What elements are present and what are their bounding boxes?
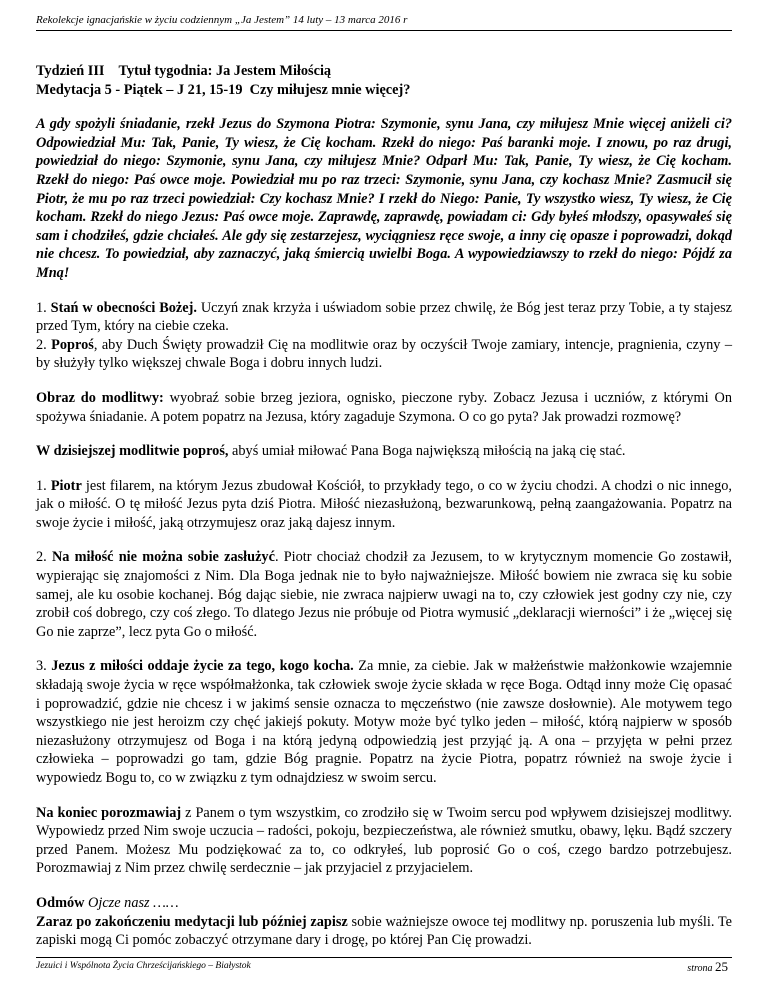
point-number: 3. <box>36 658 52 675</box>
step-number: 1. <box>36 299 51 316</box>
step-2 <box>36 336 732 373</box>
point-1 <box>36 477 732 533</box>
prayer-name: Ojcze nasz …… <box>84 894 179 911</box>
point-text: jest filarem, na którym Jezus zbudował Kościół, to przykłady tego, o co w życiu chodzi. A chodzi o nic innego, jak o miłość. O tę miłość Jezus pyta dziś Piotra. Miłość niezasłużoną, bezwarunkową, pełną zaangażowania. Popatrz na swoje życie i miłość, jaką otrzymujesz oraz jaką dajesz innym. <box>36 477 733 531</box>
point-text: . Piotr chociaż chodził za Jezusem, to w krytycznym momencie Go zostawił, wypierając się znajomości z Nim. Dla Boga jednak nie to było najważniejsze. Miłość bowiem nie zwraca się ku sobie samej, ale ku osobie kochanej. Bóg dając siebie, nie zwraca najpierw uwagi na to, czy człowiek jest godny czy nie, czy zrobił coś dobrego, czy coś złego. To dlatego Jezus nie próbuje od Piotra wymusić „deklaracji wierności” i że „więcej się Go nie zaprze”, lecz pyta Go o miłość. <box>36 549 732 640</box>
petition-paragraph <box>36 442 732 461</box>
colloquy-text: z Panem o tym wszystkim, co zrodziło się w Twoim sercu pod wpływem dzisiejszej modlitwy. Wypowiedz przed Nim swoje uczucia – radości, pokoju, bezpieczeństwa, ale również smutku, obawy, lęku. Bądź szczery przed Panem. Możesz Mu podziękować za to, co odkryłeś, lub poprosić Go o coś, czego bardzo potrzebujesz. Porozmawiaj z Nim przez chwilę serdecznie – jak przyjaciel z przyjacielem. <box>36 804 732 877</box>
running-header: Rekolekcje ignacjańskie w życiu codziennym „Ja Jestem” 14 luty – 13 marca 2016 r <box>36 14 732 31</box>
notes-heading: Zaraz po zakończeniu medytacji lub później zapisz <box>36 913 348 930</box>
footer-organization: Jezuici i Wspólnota Życia Chrześcijańskiego – Białystok <box>36 961 251 971</box>
petition-heading: W dzisiejszej modlitwie poproś, <box>36 443 229 460</box>
point-heading: Piotr <box>50 477 82 494</box>
point-text: Za mnie, za ciebie. Jak w małżeństwie małżonkowie wzajemnie składają swoje życia w ręce współmałżonka, tak człowiek swoje życie składa w ręce Boga. Odtąd inny może Cię opasać i poprowadzić, gdzie nie chcesz i w jakimś sensie oznacza to męczeństwo (nie zawsze dosłownie). Ale motywem tego wszystkiego nie jest heroizm czy chęć jakiejś pokuty. Motyw może być tylko jeden – miłość, którą najpierw w sposób niezasłużony otrzymujesz od Boga i na którą jedyną odpowiedzią jest przyjąć ją. A ona – przyjęta w pełni przez człowieka – poprowadzi go tam, gdzie Bóg pragnie. Popatrz na życie Piotra, popatrz również na swoje życie i wypowiedz Bogu to, co w związku z tym odnajdziesz w swoim sercu. <box>36 658 733 786</box>
closing-heading: Odmów <box>36 894 85 911</box>
prelude-steps <box>36 299 732 373</box>
step-heading: Poproś <box>51 336 94 353</box>
week-title: Tydzień III Tytuł tygodnia: Ja Jestem Miłością <box>36 63 332 79</box>
colloquy-heading: Na koniec porozmawiaj <box>36 804 182 821</box>
colloquy-paragraph <box>36 804 732 878</box>
point-2 <box>36 548 732 641</box>
meditation-title: Medytacja 5 - Piątek – J 21, 15-19 Czy miłujesz mnie więcej? <box>36 81 411 98</box>
step-text: Uczyń znak krzyża i uświadom sobie przez chwilę, że Bóg jest teraz przy Tobie, a ty stajesz przed Tym, który na ciebie czeka. <box>36 299 732 335</box>
step-number: 2. <box>36 336 52 353</box>
point-heading: Na miłość nie można sobie zasłużyć <box>51 549 275 566</box>
week-title-block <box>36 62 732 99</box>
page-number-block <box>687 959 728 975</box>
petition-text: abyś umiał miłować Pana Boga największą miłością na jaką cię stać. <box>228 443 626 460</box>
point-heading: Jezus z miłości oddaje życie za tego, kogo kocha. <box>51 658 354 675</box>
step-text: , aby Duch Święty prowadził Cię na modlitwie oraz by oczyścił Twoje zamiary, intencje, pragnienia, czyny – by służyły tylko większej chwale Boga i dobru innych ludzi. <box>36 336 732 372</box>
closing-paragraph <box>36 894 732 950</box>
main-content <box>36 62 732 950</box>
gospel-passage: A gdy spożyli śniadanie, rzekł Jezus do Szymona Piotra: Szymonie, synu Jana, czy miłujesz Mnie więcej aniżeli ci? Odpowiedział Mu: Tak, Panie, Ty wiesz, że Cię kocham. Rzekł do niego: Paś baranki moje. I znowu, po raz drugi, powiedział do niego: Szymonie, synu Jana, czy miłujesz Mnie? Odparł Mu: Tak, Panie, Ty wiesz, że Cię kocham. Rzekł do niego: Paś owce moje. Powiedział mu po raz trzeci: Szymonie, synu Jana, czy kochasz Mnie? Zasmucił się Piotr, że mu po raz trzeci powiedział: Czy kochasz Mnie? I rzekł do Niego: Panie, Ty wszystko wiesz, Ty wiesz, że Cię kocham. Rzekł do niego Jezus: Paś owce moje. Zaprawdę, zaprawdę, powiadam ci: Gdy byłeś młodszy, opasywałeś się sam i chodziłeś, gdzie chciałeś. Ale gdy się zestarzejesz, wyciągniesz ręce swoje, a inny cię opasze i poprowadzi, dokąd nie chcesz. To powiedział, aby zaznaczyć, jaką śmiercią uwielbi Boga. A wypowiedziawszy to rzekł do niego: Pójdź za Mną! <box>36 116 732 281</box>
page-number: 25 <box>715 959 728 974</box>
prayer-image-paragraph <box>36 389 732 426</box>
point-number: 1. <box>36 477 51 494</box>
prayer-image-text: wyobraź sobie brzeg jeziora, ognisko, pieczone ryby. Zobacz Jezusa i uczniów, z którymi On spożywa śniadanie. A potem popatrz na Jezusa, który zagaduje Szymona. O co go pyta? Jak prowadzi rozmowę? <box>36 389 732 425</box>
point-3 <box>36 657 732 787</box>
page-label: strona <box>687 963 713 974</box>
document-page <box>36 0 732 994</box>
step-1 <box>36 299 732 336</box>
notes-text: sobie ważniejsze owoce tej modlitwy np. poruszenia lub myśli. Te zapiski mogą Ci pomóc zobaczyć otrzymane dary i drogę, po której Pan Cię prowadzi. <box>36 913 733 949</box>
point-number: 2. <box>36 549 52 566</box>
step-heading: Stań w obecności Bożej. <box>50 299 197 316</box>
prayer-image-heading: Obraz do modlitwy: <box>36 389 164 406</box>
page-footer <box>36 957 732 974</box>
